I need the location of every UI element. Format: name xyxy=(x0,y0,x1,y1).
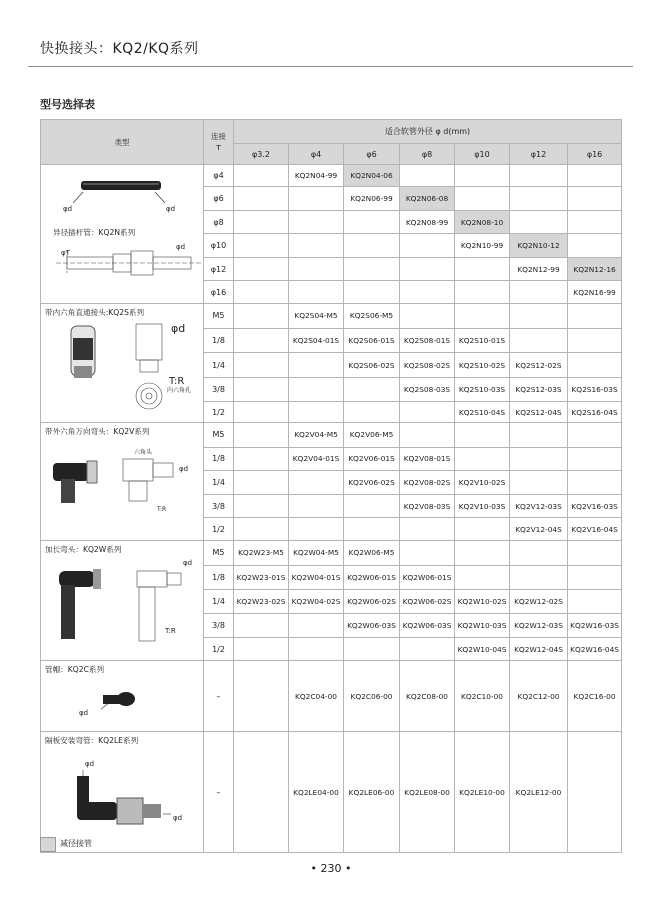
model-code-cell xyxy=(289,377,344,402)
model-code-cell: KQ2W06-02S xyxy=(400,590,455,614)
connection-cell: M5 xyxy=(204,423,234,448)
connection-cell: 1/2 xyxy=(204,638,234,661)
model-code-cell: KQ2C16-00 xyxy=(568,661,622,732)
figure-label: φd xyxy=(166,205,176,213)
model-code-cell xyxy=(400,281,455,304)
model-code-cell xyxy=(568,187,622,211)
model-code-cell xyxy=(568,234,622,258)
model-code-cell xyxy=(289,257,344,281)
model-code-cell xyxy=(344,638,400,661)
model-code-cell: KQ2W16-03S xyxy=(568,613,622,638)
model-code-cell xyxy=(400,234,455,258)
model-code-cell xyxy=(400,165,455,187)
connection-cell: 1/8 xyxy=(204,447,234,471)
model-code-cell xyxy=(234,165,289,187)
model-code-cell xyxy=(289,638,344,661)
model-code-cell: KQ2LE10-00 xyxy=(455,732,510,853)
od-column-header: φ8 xyxy=(400,144,455,165)
model-code-cell: KQ2W06-03S xyxy=(344,613,400,638)
kq2n-section-drawing-icon xyxy=(56,251,201,275)
model-code-cell: KQ2N08-10 xyxy=(455,210,510,234)
series-name: 隔板安装弯管：KQ2LE系列 xyxy=(45,736,139,745)
model-code-cell: KQ2V08-01S xyxy=(400,447,455,471)
kq2v-elbow-icon xyxy=(53,461,97,503)
model-code-cell: KQ2S10-03S xyxy=(455,377,510,402)
model-code-cell xyxy=(455,257,510,281)
model-code-cell xyxy=(344,377,400,402)
model-code-cell: KQ2LE06-00 xyxy=(344,732,400,853)
model-code-cell: KQ2S06-01S xyxy=(344,328,400,353)
model-code-cell xyxy=(234,732,289,853)
model-code-cell: KQ2W10-03S xyxy=(455,613,510,638)
model-code-cell xyxy=(510,328,568,353)
model-code-cell: KQ2W23-M5 xyxy=(234,541,289,566)
connection-cell: 3/8 xyxy=(204,613,234,638)
type-cell xyxy=(41,661,204,732)
model-code-cell: KQ2LE12-00 xyxy=(510,732,568,853)
connection-cell: 1/4 xyxy=(204,471,234,495)
model-code-cell: KQ2N06-99 xyxy=(344,187,400,211)
model-code-cell xyxy=(568,565,622,590)
model-code-cell xyxy=(510,565,568,590)
model-code-cell xyxy=(234,377,289,402)
model-code-cell: KQ2N12-16 xyxy=(568,257,622,281)
od-column-header: φ10 xyxy=(455,144,510,165)
model-code-cell: KQ2W16-04S xyxy=(568,638,622,661)
figure-label: φd xyxy=(176,243,186,251)
model-code-cell xyxy=(568,541,622,566)
model-code-cell: KQ2S12-04S xyxy=(510,402,568,423)
model-code-cell xyxy=(568,471,622,495)
model-code-cell xyxy=(400,304,455,329)
kq2w-figure xyxy=(41,541,204,658)
type-cell xyxy=(41,541,204,661)
connection-cell: M5 xyxy=(204,304,234,329)
connection-cell: 1/8 xyxy=(204,565,234,590)
connection-cell: 1/8 xyxy=(204,328,234,353)
series-name: 加长弯头：KQ2W系列 xyxy=(45,545,122,554)
model-code-cell xyxy=(510,187,568,211)
model-code-cell xyxy=(568,590,622,614)
model-code-cell xyxy=(455,423,510,448)
model-code-cell xyxy=(400,638,455,661)
model-code-cell xyxy=(455,165,510,187)
model-code-cell: KQ2S08-03S xyxy=(400,377,455,402)
model-code-cell: KQ2W04-M5 xyxy=(289,541,344,566)
model-code-cell xyxy=(510,471,568,495)
model-code-cell xyxy=(400,541,455,566)
figure-label: 内六角孔 xyxy=(167,387,192,394)
model-code-cell: KQ2W10-04S xyxy=(455,638,510,661)
model-code-cell: KQ2W06-01S xyxy=(344,565,400,590)
figure-label: φd xyxy=(85,760,95,768)
model-code-cell xyxy=(344,210,400,234)
table-row xyxy=(41,423,622,448)
type-header: 类型 xyxy=(41,120,204,165)
connection-cell: 3/8 xyxy=(204,494,234,518)
table-row xyxy=(41,732,622,853)
table-row xyxy=(41,661,622,732)
model-code-cell xyxy=(455,187,510,211)
connection-header: 连接 T xyxy=(204,120,234,165)
model-code-cell: KQ2V12-04S xyxy=(510,518,568,541)
model-code-cell: KQ2S06-02S xyxy=(344,353,400,378)
figure-label: φd xyxy=(179,465,189,473)
model-code-cell xyxy=(568,447,622,471)
connection-cell: φ4 xyxy=(204,165,234,187)
model-code-cell: KQ2N04-06 xyxy=(344,165,400,187)
model-code-cell xyxy=(510,165,568,187)
model-code-cell: KQ2S08-01S xyxy=(400,328,455,353)
model-code-cell: KQ2S04-M5 xyxy=(289,304,344,329)
model-code-cell xyxy=(289,187,344,211)
connection-cell: – xyxy=(204,661,234,732)
tube-od-header: 适合软管外径 φ d(mm) xyxy=(234,120,622,144)
model-code-cell: KQ2V06-01S xyxy=(344,447,400,471)
series-name: 带内六角直通接头:KQ2S系列 xyxy=(45,308,145,317)
model-code-cell xyxy=(344,494,400,518)
model-code-cell: KQ2C12-00 xyxy=(510,661,568,732)
model-code-cell xyxy=(455,541,510,566)
table-row xyxy=(41,304,622,329)
model-code-cell: KQ2V16-04S xyxy=(568,518,622,541)
model-code-cell xyxy=(289,518,344,541)
model-code-cell: KQ2LE04-00 xyxy=(289,732,344,853)
model-code-cell: KQ2LE08-00 xyxy=(400,732,455,853)
od-column-header: φ3.2 xyxy=(234,144,289,165)
kq2s-drawing-icon xyxy=(136,324,162,409)
model-code-cell xyxy=(289,210,344,234)
model-code-cell: KQ2N08-99 xyxy=(400,210,455,234)
series-name: 管帽：KQ2C系列 xyxy=(45,665,105,674)
model-code-cell xyxy=(455,518,510,541)
model-code-cell: KQ2W04-02S xyxy=(289,590,344,614)
model-code-cell xyxy=(344,234,400,258)
model-code-cell xyxy=(234,494,289,518)
model-code-cell: KQ2C04-00 xyxy=(289,661,344,732)
model-code-cell xyxy=(289,471,344,495)
model-code-cell xyxy=(568,165,622,187)
model-code-cell xyxy=(289,494,344,518)
model-code-cell xyxy=(510,304,568,329)
figure-label: φd xyxy=(63,205,73,213)
model-code-cell xyxy=(234,281,289,304)
model-code-cell: KQ2N04-99 xyxy=(289,165,344,187)
model-code-cell: KQ2S16-04S xyxy=(568,402,622,423)
model-code-cell: KQ2V06-M5 xyxy=(344,423,400,448)
connection-cell: – xyxy=(204,732,234,853)
model-code-cell xyxy=(510,541,568,566)
kq2n-figure xyxy=(41,165,204,301)
kq2s-figure xyxy=(41,304,204,420)
model-code-cell xyxy=(568,328,622,353)
model-code-cell xyxy=(510,447,568,471)
model-code-cell: KQ2W06-03S xyxy=(400,613,455,638)
connection-cell: 1/2 xyxy=(204,402,234,423)
table-row xyxy=(41,165,622,187)
model-code-cell: KQ2W12-04S xyxy=(510,638,568,661)
model-code-cell: KQ2C10-00 xyxy=(455,661,510,732)
page-title: 快换接头：KQ2/KQ系列 xyxy=(40,41,199,57)
kq2le-figure xyxy=(41,732,204,850)
model-code-cell: KQ2W23-02S xyxy=(234,590,289,614)
model-code-cell: KQ2S16-03S xyxy=(568,377,622,402)
model-code-cell xyxy=(234,518,289,541)
model-code-cell xyxy=(568,304,622,329)
model-code-cell xyxy=(234,402,289,423)
model-code-cell xyxy=(234,638,289,661)
model-code-cell xyxy=(234,257,289,281)
model-code-cell xyxy=(289,613,344,638)
kq2v-figure xyxy=(41,423,204,538)
figure-label: T:R xyxy=(165,627,176,635)
model-code-cell: KQ2C08-00 xyxy=(400,661,455,732)
model-code-cell xyxy=(455,281,510,304)
connection-cell: φ16 xyxy=(204,281,234,304)
model-code-cell xyxy=(510,423,568,448)
model-code-cell: KQ2C06-00 xyxy=(344,661,400,732)
model-code-cell xyxy=(400,257,455,281)
model-code-cell: KQ2V08-02S xyxy=(400,471,455,495)
model-code-cell xyxy=(234,234,289,258)
od-column-header: φ16 xyxy=(568,144,622,165)
od-column-header: φ6 xyxy=(344,144,400,165)
model-code-cell xyxy=(400,402,455,423)
series-name: 带外六角万向弯头：KQ2V系列 xyxy=(45,427,150,436)
model-code-cell: KQ2N10-99 xyxy=(455,234,510,258)
model-code-cell: KQ2V12-03S xyxy=(510,494,568,518)
figure-label: φd xyxy=(171,322,186,335)
model-code-cell xyxy=(234,210,289,234)
model-code-cell xyxy=(568,732,622,853)
figure-label: T:R xyxy=(157,506,167,513)
table-row xyxy=(41,541,622,566)
model-code-cell xyxy=(234,471,289,495)
model-code-cell: KQ2S10-04S xyxy=(455,402,510,423)
model-code-cell xyxy=(455,447,510,471)
legend-swatch xyxy=(40,837,56,852)
model-code-cell: KQ2S06-M5 xyxy=(344,304,400,329)
connection-cell: φ10 xyxy=(204,234,234,258)
connection-cell: φ6 xyxy=(204,187,234,211)
model-code-cell: KQ2N16-99 xyxy=(568,281,622,304)
connection-cell: φ8 xyxy=(204,210,234,234)
model-code-cell: KQ2S10-02S xyxy=(455,353,510,378)
model-code-cell: KQ2S12-03S xyxy=(510,377,568,402)
figure-label: φT xyxy=(61,249,70,257)
model-code-cell: KQ2S08-02S xyxy=(400,353,455,378)
model-code-cell xyxy=(344,402,400,423)
type-cell xyxy=(41,732,204,853)
model-code-cell xyxy=(234,423,289,448)
model-code-cell: KQ2W06-01S xyxy=(400,565,455,590)
model-code-cell xyxy=(400,423,455,448)
model-code-cell xyxy=(289,353,344,378)
model-code-cell: KQ2N12-99 xyxy=(510,257,568,281)
type-cell xyxy=(41,304,204,423)
model-code-cell: KQ2W23-01S xyxy=(234,565,289,590)
model-code-cell: KQ2V04-01S xyxy=(289,447,344,471)
page-number: • 230 • xyxy=(310,862,352,875)
model-code-cell: KQ2V08-03S xyxy=(400,494,455,518)
model-code-cell: KQ2V10-03S xyxy=(455,494,510,518)
kq2c-figure xyxy=(41,661,204,729)
model-code-cell xyxy=(510,210,568,234)
model-code-cell xyxy=(344,518,400,541)
model-code-cell xyxy=(234,304,289,329)
model-code-cell xyxy=(400,518,455,541)
figure-label: T:R xyxy=(169,376,185,387)
kq2s-fitting-icon xyxy=(71,326,95,378)
model-code-cell: KQ2S04-01S xyxy=(289,328,344,353)
od-column-header: φ4 xyxy=(289,144,344,165)
od-column-header: φ12 xyxy=(510,144,568,165)
model-code-cell: KQ2V06-02S xyxy=(344,471,400,495)
model-code-cell: KQ2W12-03S xyxy=(510,613,568,638)
figure-label: φd xyxy=(79,709,89,717)
title-divider xyxy=(28,66,633,67)
section-title: 型号选择表 xyxy=(40,98,95,111)
connection-cell: M5 xyxy=(204,541,234,566)
model-code-cell: KQ2V10-02S xyxy=(455,471,510,495)
model-code-cell: KQ2W06-02S xyxy=(344,590,400,614)
model-code-cell xyxy=(455,304,510,329)
series-name: 异径插杆管：KQ2N系列 xyxy=(53,228,136,237)
connection-cell: 1/2 xyxy=(204,518,234,541)
connection-cell: φ12 xyxy=(204,257,234,281)
model-code-cell: KQ2W04-01S xyxy=(289,565,344,590)
model-selection-table xyxy=(40,119,622,853)
type-cell xyxy=(41,423,204,541)
figure-label: φd xyxy=(173,814,183,822)
model-code-cell xyxy=(234,353,289,378)
model-code-cell xyxy=(234,613,289,638)
model-code-cell xyxy=(234,187,289,211)
connection-cell: 1/4 xyxy=(204,353,234,378)
model-code-cell xyxy=(568,423,622,448)
kq2w-long-elbow-icon xyxy=(59,569,101,639)
model-code-cell: KQ2V16-03S xyxy=(568,494,622,518)
model-code-cell: KQ2S12-02S xyxy=(510,353,568,378)
model-code-cell xyxy=(344,257,400,281)
model-code-cell xyxy=(289,234,344,258)
figure-label: 六角头 xyxy=(134,449,153,456)
model-code-cell: KQ2N10-12 xyxy=(510,234,568,258)
model-code-cell: KQ2W10-02S xyxy=(455,590,510,614)
model-code-cell: KQ2W06-M5 xyxy=(344,541,400,566)
legend-label: 减径接管 xyxy=(60,839,92,848)
model-code-cell xyxy=(289,281,344,304)
connection-cell: 3/8 xyxy=(204,377,234,402)
model-code-cell: KQ2W12-02S xyxy=(510,590,568,614)
figure-label: φd xyxy=(183,559,193,567)
model-code-cell: KQ2N06-08 xyxy=(400,187,455,211)
model-code-cell xyxy=(234,328,289,353)
bulkhead-elbow-icon xyxy=(77,776,161,824)
model-code-cell xyxy=(568,353,622,378)
model-code-cell xyxy=(455,565,510,590)
reducing-stem-icon xyxy=(81,181,161,190)
model-code-cell xyxy=(289,402,344,423)
model-code-cell xyxy=(510,281,568,304)
connection-cell: 1/4 xyxy=(204,590,234,614)
model-code-cell: KQ2S10-01S xyxy=(455,328,510,353)
model-code-cell xyxy=(568,210,622,234)
model-code-cell: KQ2V04-M5 xyxy=(289,423,344,448)
type-cell xyxy=(41,165,204,304)
model-code-cell xyxy=(234,661,289,732)
kq2v-drawing-icon xyxy=(123,459,173,501)
model-code-cell xyxy=(344,281,400,304)
model-code-cell xyxy=(234,447,289,471)
